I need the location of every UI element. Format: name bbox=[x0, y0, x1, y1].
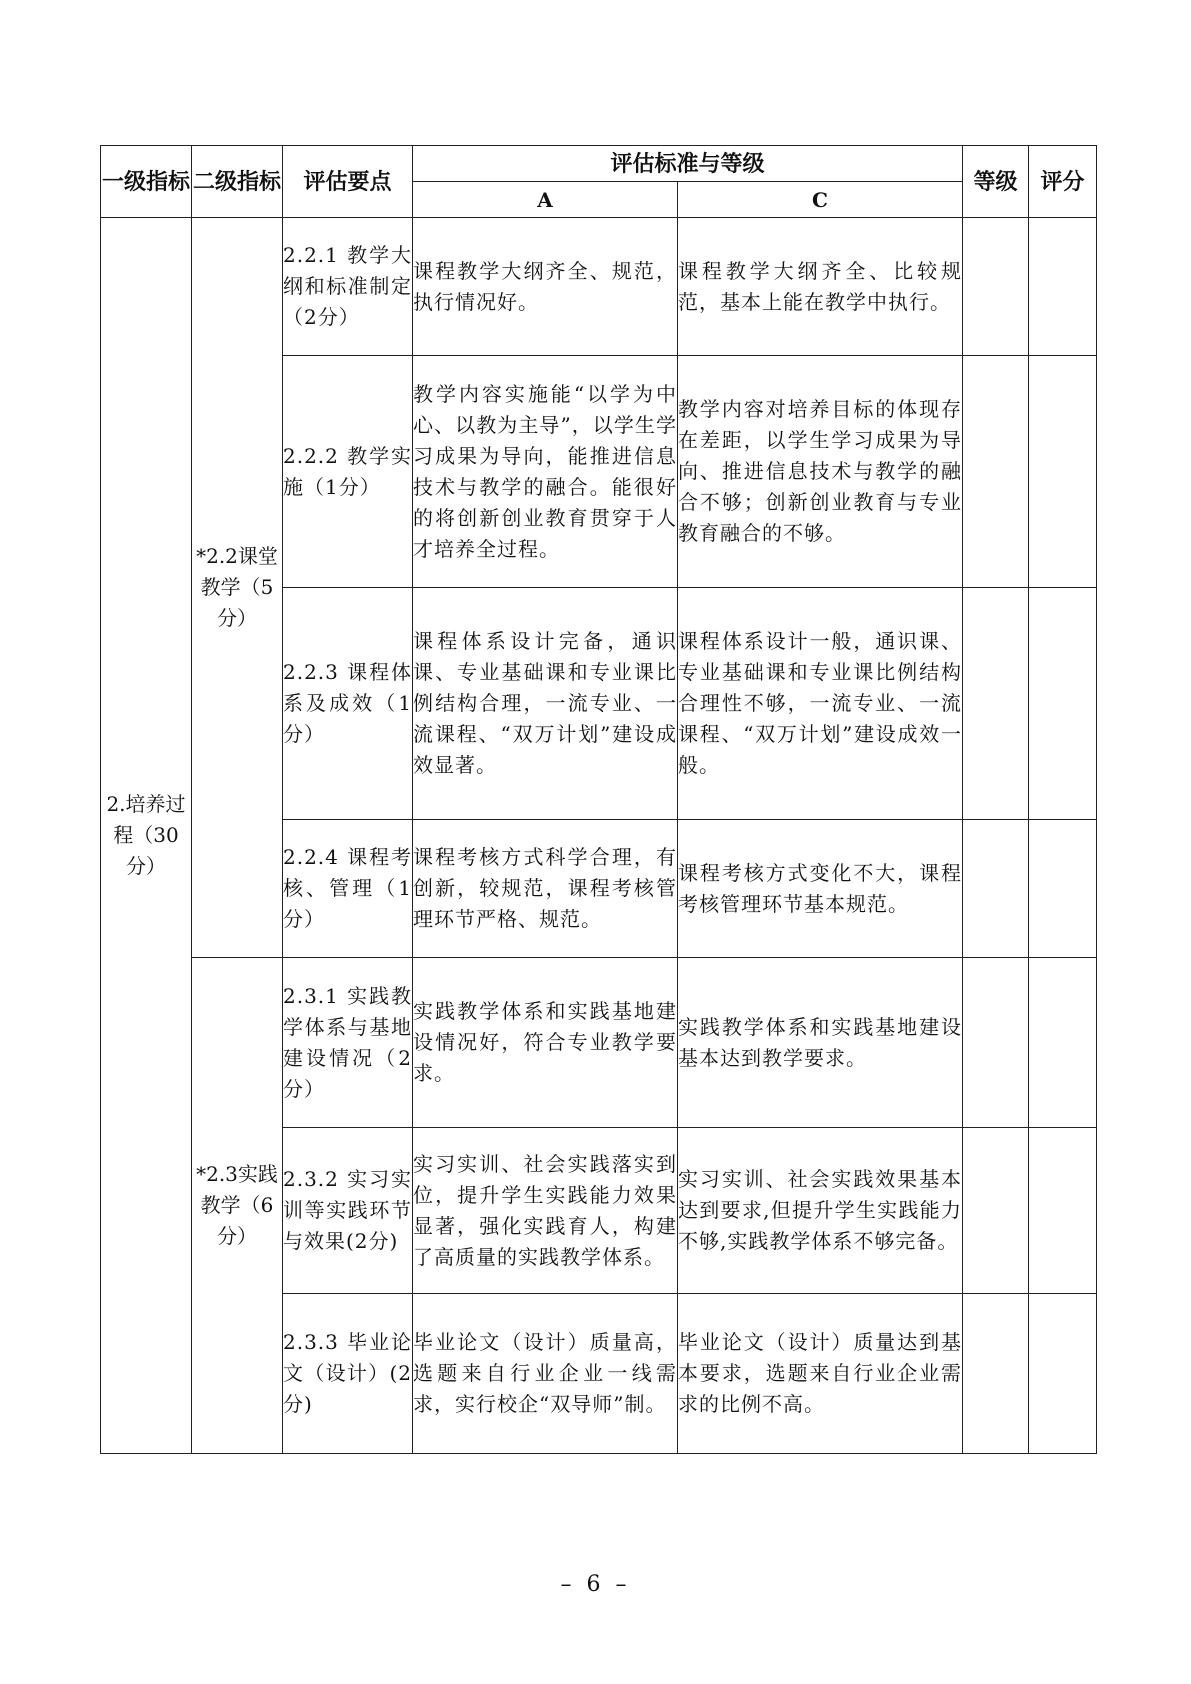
header-points: 评估要点 bbox=[283, 146, 413, 218]
score-cell[interactable] bbox=[1029, 1294, 1097, 1454]
grade-cell[interactable] bbox=[963, 958, 1029, 1128]
header-level2: 二级指标 bbox=[192, 146, 283, 218]
point-cell: 2.3.1 实践教学体系与基地建设情况（2分） bbox=[283, 958, 413, 1128]
level2-cell: *2.3实践教学（6分） bbox=[192, 958, 283, 1454]
standard-c-cell: 课程考核方式变化不大，课程考核管理环节基本规范。 bbox=[678, 820, 963, 958]
standard-a-cell: 实习实训、社会实践落实到位，提升学生实践能力效果显著，强化实践育人，构建了高质量的实践教学体系。 bbox=[413, 1128, 678, 1294]
point-cell: 2.3.2 实习实训等实践环节与效果(2分) bbox=[283, 1128, 413, 1294]
header-level1: 一级指标 bbox=[101, 146, 192, 218]
score-cell[interactable] bbox=[1029, 356, 1097, 588]
grade-cell[interactable] bbox=[963, 1294, 1029, 1454]
point-cell: 2.2.4 课程考核、管理（1分） bbox=[283, 820, 413, 958]
point-cell: 2.2.3 课程体系及成效（1分） bbox=[283, 588, 413, 820]
header-standards: 评估标准与等级 bbox=[413, 146, 963, 182]
point-cell: 2.2.1 教学大纲和标准制定（2分） bbox=[283, 218, 413, 356]
standard-a-cell: 实践教学体系和实践基地建设情况好，符合专业教学要求。 bbox=[413, 958, 678, 1128]
standard-c-cell: 实习实训、社会实践效果基本达到要求,但提升学生实践能力不够,实践教学体系不够完备。 bbox=[678, 1128, 963, 1294]
standard-a-cell: 课程考核方式科学合理，有创新，较规范，课程考核管理环节严格、规范。 bbox=[413, 820, 678, 958]
standard-c-cell: 毕业论文（设计）质量达到基本要求，选题来自行业企业需求的比例不高。 bbox=[678, 1294, 963, 1454]
grade-cell[interactable] bbox=[963, 218, 1029, 356]
grade-cell[interactable] bbox=[963, 588, 1029, 820]
standard-c-cell: 课程体系设计一般，通识课、专业基础课和专业课比例结构合理性不够，一流专业、一流课程、“双万计划”建设成效一般。 bbox=[678, 588, 963, 820]
score-cell[interactable] bbox=[1029, 958, 1097, 1128]
standard-c-cell: 教学内容对培养目标的体现存在差距，以学生学习成果为导向、推进信息技术与教学的融合不够；创新创业教育与专业教育融合的不够。 bbox=[678, 356, 963, 588]
header-grade-c: C bbox=[678, 182, 963, 218]
score-cell[interactable] bbox=[1029, 820, 1097, 958]
header-grade-a: A bbox=[413, 182, 678, 218]
standard-c-cell: 课程教学大纲齐全、比较规范，基本上能在教学中执行。 bbox=[678, 218, 963, 356]
standard-a-cell: 教学内容实施能“以学为中心、以教为主导”，以学生学习成果为导向，能推进信息技术与教学的融合。能很好的将创新创业教育贯穿于人才培养全过程。 bbox=[413, 356, 678, 588]
level1-cell: 2.培养过程（30分） bbox=[101, 218, 192, 1454]
score-cell[interactable] bbox=[1029, 1128, 1097, 1294]
table-row bbox=[101, 218, 1097, 356]
grade-cell[interactable] bbox=[963, 1128, 1029, 1294]
standard-a-cell: 毕业论文（设计）质量高，选题来自行业企业一线需求，实行校企“双导师”制。 bbox=[413, 1294, 678, 1454]
score-cell[interactable] bbox=[1029, 588, 1097, 820]
point-cell: 2.3.3 毕业论文（设计）(2分) bbox=[283, 1294, 413, 1454]
grade-cell[interactable] bbox=[963, 820, 1029, 958]
page-number: – 6 – bbox=[560, 1572, 631, 1597]
table-row bbox=[101, 958, 1097, 1128]
grade-cell[interactable] bbox=[963, 356, 1029, 588]
standard-a-cell: 课程教学大纲齐全、规范，执行情况好。 bbox=[413, 218, 678, 356]
header-score: 评分 bbox=[1029, 146, 1097, 218]
header-grade: 等级 bbox=[963, 146, 1029, 218]
level2-cell: *2.2课堂教学（5分） bbox=[192, 218, 283, 958]
point-cell: 2.2.2 教学实施（1分） bbox=[283, 356, 413, 588]
score-cell[interactable] bbox=[1029, 218, 1097, 356]
standard-a-cell: 课程体系设计完备，通识课、专业基础课和专业课比例结构合理，一流专业、一流课程、“双万计划”建设成效显著。 bbox=[413, 588, 678, 820]
standard-c-cell: 实践教学体系和实践基地建设基本达到教学要求。 bbox=[678, 958, 963, 1128]
evaluation-table bbox=[100, 145, 1097, 1454]
